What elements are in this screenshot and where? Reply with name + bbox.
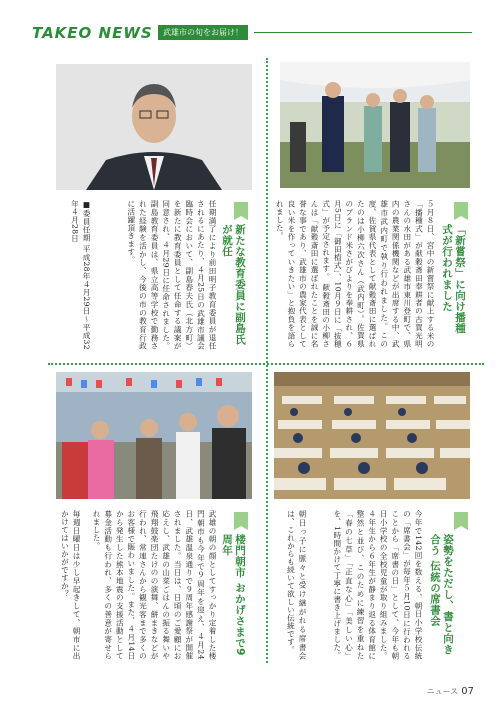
photo-portrait bbox=[56, 64, 252, 190]
photo-planting-ceremony bbox=[280, 62, 470, 188]
footer-label: ニュース bbox=[426, 687, 459, 696]
header-title: TAKEO NEWS bbox=[32, 24, 153, 42]
market-body: 武雄の朝の顔としてすっかり定着した楼門朝市も今年で９周年を迎え、４月24日、武雄温泉通りで９周年感謝祭が開催されました。当日は、日頃のご愛顧にお応えし、武雄の山菜ごはんの振る舞いや飛翔鼓楽団たけのの演舞、餅まきなどが行われ、常連さんから観光客まで多くのお客様で賑わいました。また、４月14日から発生した熊本地震の支援活動として募金活動も行われ、多くの善意が寄せられました。 bbox=[92, 510, 217, 660]
leaf-tag-icon bbox=[452, 510, 470, 532]
page-footer bbox=[427, 686, 474, 697]
page-header bbox=[32, 22, 472, 46]
leaf-tag-icon bbox=[452, 200, 470, 222]
photo-calligraphy-gym bbox=[274, 372, 470, 499]
planting-title: 「新嘗祭」に向け播種式が行われました bbox=[441, 224, 466, 334]
education-title: 新たな教育委員に副島氏が就任 bbox=[221, 224, 246, 345]
photo-morning-market bbox=[56, 372, 252, 499]
calligraphy-title: 姿勢をただし、書と向き合う 伝統の席書会 bbox=[429, 534, 454, 655]
leaf-tag-icon bbox=[232, 200, 250, 222]
market-closing: 毎週日曜日は少し早起きして、朝市に出かけてはいかがですか？ bbox=[60, 510, 81, 660]
page-number: 07 bbox=[461, 686, 474, 697]
planting-body: ５月８日、宮中の新嘗祭に献上する米の「播種式」が献穀斎田奉耕者の古賀光明さんの水田がある武雄市東川登町で、県内の農業関係機関などが出席する中、武雄市武内町で執り行われました。この度、佐賀県代表として献穀斎田に選ばれたのは小柳六次さん（武内町）。佐賀県のブランド米さがびよりを奉耕され、６月5日に「御田植式」、10月９日に「抜穂式」が予定されます。 献穀斎田の小柳さんは「献穀斎田に選ばれたことを誠に名誉な事であり、武雄市の農家代表として良い米を作っていきたい」と抱負を語られました。 bbox=[275, 200, 435, 348]
header-rule bbox=[254, 32, 472, 33]
education-term: ■委員任期 平成28年４月29日〜平成32年４月28日 bbox=[70, 200, 91, 350]
row-divider bbox=[48, 363, 484, 365]
market-title: 楼門朝市 おかげさまで9周年 bbox=[221, 534, 246, 656]
calligraphy-body: 今年で142回を数える、朝日小学校伝統の「席書会」が毎年５月10日に行われることから「席書の日」として、今年も朝日小学校の全校児童が取り組みました。４年生から６年生が静まり返る体育館に整然と並び、このために練習を重ねた「春の七草」「正直な心」「美しい心」を、1時間かけて丁寧に書き上げました。 bbox=[332, 510, 423, 660]
calligraphy-closing: 朝日っ子に脈々と受け継がれる席書会は、これからも続いて欲しい伝統です。 bbox=[286, 510, 307, 660]
header-tag: 武雄市の旬をお届け！ bbox=[158, 25, 248, 40]
leaf-tag-icon bbox=[232, 510, 250, 532]
column-divider bbox=[266, 58, 268, 663]
education-body: 任期満了により前田明子教育委員が退任されるにあたり、４月25日の武雄市議会臨時会において、副島春夫氏（北方町）を新たに教育委員として任命する議案が同意され、４月29日に任命されました。 副島教育委員は、県立高等学校で勤務された経験を活かし、今後の市の教育行政に活躍頂きます。 bbox=[126, 200, 217, 350]
